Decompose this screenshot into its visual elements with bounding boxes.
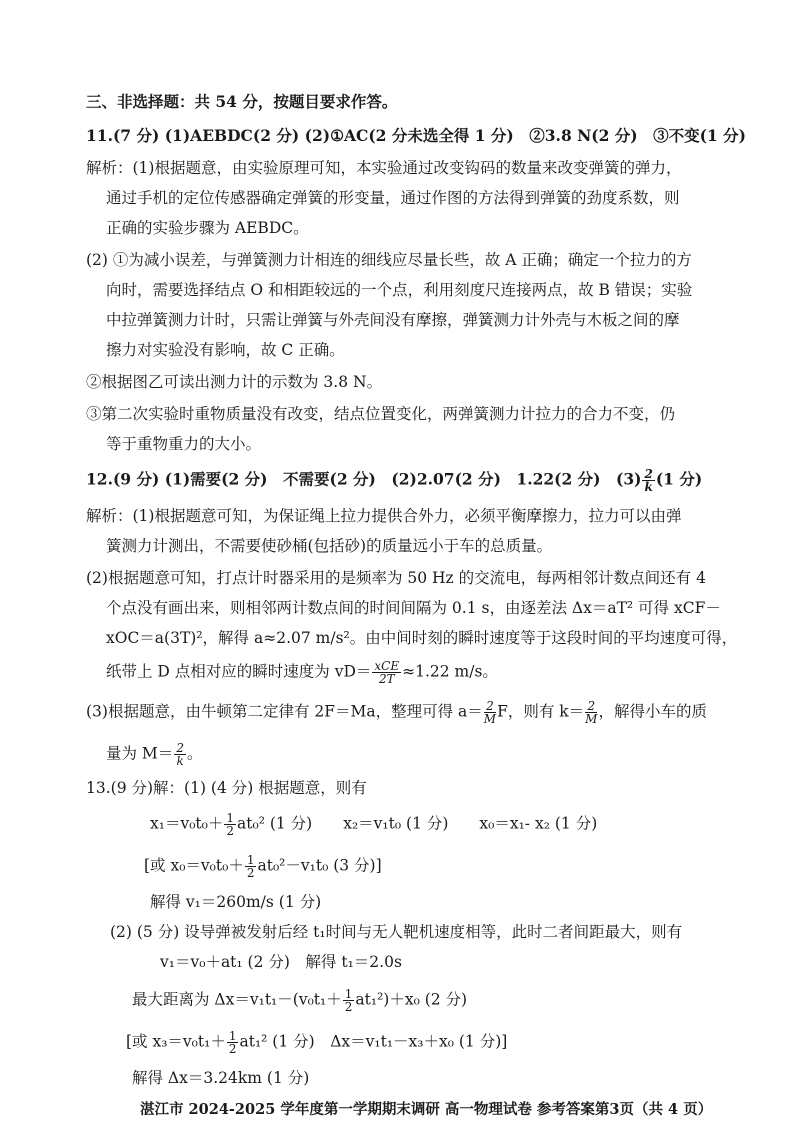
q13-header: 13.(9 分)解：(1) (4 分) 根据题意，则有 xyxy=(86,779,367,797)
q11-analysis-line: 解析：(1)根据题意，由实验原理可知，本实验通过改变钩码的数量来改变弹簧的弹力， xyxy=(86,159,682,177)
page-footer: 湛江市 2024-2025 学年度第一学期期末调研 高一物理试卷 参考答案第3页（共 4 页） xyxy=(140,1101,713,1118)
q11-header: 11.(7 分) (1)AEBDC(2 分) (2)①AC(2 分未选全得 1 分) ②3.8 N(2 分) ③不变(1 分) xyxy=(86,126,746,145)
q11-analysis-line: 擦力对实验没有影响，故 C 正确。 xyxy=(106,341,345,359)
q11-analysis-line: ②根据图乙可读出测力计的示数为 3.8 N。 xyxy=(86,373,383,391)
q12-analysis-line: (2)根据题意可知，打点计时器采用的是频率为 50 Hz 的交流电，每两相邻计数点间还有 4 xyxy=(86,569,706,587)
q12-velocity-line: 纸带上 D 点相对应的瞬时速度为 vD＝ $\frac{\text{xCE}}{2T}$ ≈1.22 m/s。 xyxy=(106,659,498,686)
q13-equation-4: 最大距离为 Δx＝v₁t₁－(v₀t₁＋ $\frac{1}{2}$ at₁²)＋x₀ (2 分) xyxy=(132,987,468,1014)
q12-header: 12.(9 分) (1)需要(2 分) 不需要(2 分) (2)2.07(2 分) 1.22(2 分) (3) $\frac{2}{k}$ (1 分) xyxy=(86,467,703,494)
q11-analysis-line: 等于重物重力的大小。 xyxy=(106,435,262,453)
q11-analysis-line: 正确的实验步骤为 AEBDC。 xyxy=(106,219,309,237)
q13-equation-1: x₁＝v₀t₀＋ $\frac{1}{2}$ at₀² (1 分) x₂＝v₁t₀ (1 分) x₀＝x₁- x₂ (1 分) xyxy=(150,811,598,838)
q12-analysis-line: xOC＝a(3T)²，解得 a≈2.07 m/s²。由中间时刻的瞬时速度等于这段时间的平均速度可得， xyxy=(106,629,738,647)
q13-equation-3: v₁＝v₀＋at₁ (2 分) 解得 t₁＝2.0s xyxy=(160,953,402,971)
q12-analysis-line: 簧测力计测出，不需要使砂桶(包括砂)的质量远小于车的总质量。 xyxy=(106,537,553,555)
q11-analysis-line: (2) ①为减小误差，与弹簧测力计相连的细线应尽量长些，故 A 正确；确定一个拉力的方 xyxy=(86,251,692,269)
q12-analysis-line: 解析：(1)根据题意可知，为保证绳上拉力提供合外力，必须平衡摩擦力，拉力可以由弹 xyxy=(86,507,682,525)
q12-newton-line: (3)根据题意，由牛顿第二定律有 2F＝Ma，整理可得 a＝ $\frac{2}{M}$ F，则有 k＝ $\frac{2}{M}$ ，解得小车的质 xyxy=(86,699,707,726)
section-heading: 三、非选择题：共 54 分，按题目要求作答。 xyxy=(86,92,398,111)
q11-analysis-line: 向时，需要选择结点 O 和相距较远的一个点，利用刻度尺连接两点，故 B 错误；实验 xyxy=(106,281,693,299)
q11-analysis-line: 通过手机的定位传感器确定弹簧的形变量，通过作图的方法得到弹簧的劲度系数，则 xyxy=(106,189,680,207)
q11-analysis-line: ③第二次实验时重物质量没有改变，结点位置变化，两弹簧测力计拉力的合力不变，仍 xyxy=(86,405,676,423)
q12-mass-line: 量为 M＝ $\frac{2}{k}$ 。 xyxy=(106,741,203,768)
q13-solution-1: 解得 v₁＝260m/s (1 分) xyxy=(150,893,322,911)
q13-equation-5: [或 x₃＝v₀t₁＋ $\frac{1}{2}$ at₁² (1 分) Δx＝v₁t₁－x₃＋x₀ (1 分)] xyxy=(126,1029,508,1056)
q13-equation-2: [或 x₀＝v₀t₀＋ $\frac{1}{2}$ at₀²－v₁t₀ (3 分)] xyxy=(144,853,382,880)
q11-analysis-line: 中拉弹簧测力计时，只需让弹簧与外壳间没有摩擦，弹簧测力计外壳与木板之间的摩 xyxy=(106,311,680,329)
q13-solution-2: 解得 Δx＝3.24km (1 分) xyxy=(132,1069,310,1087)
q12-analysis-line: 个点没有画出来，则相邻两计数点间的时间间隔为 0.1 s，由逐差法 Δx＝aT² 可得 xCF－ xyxy=(106,599,721,617)
q13-part-2: (2) (5 分) 设导弹被发射后经 t₁时间与无人靶机速度相等，此时二者间距最大，则有 xyxy=(110,923,683,941)
